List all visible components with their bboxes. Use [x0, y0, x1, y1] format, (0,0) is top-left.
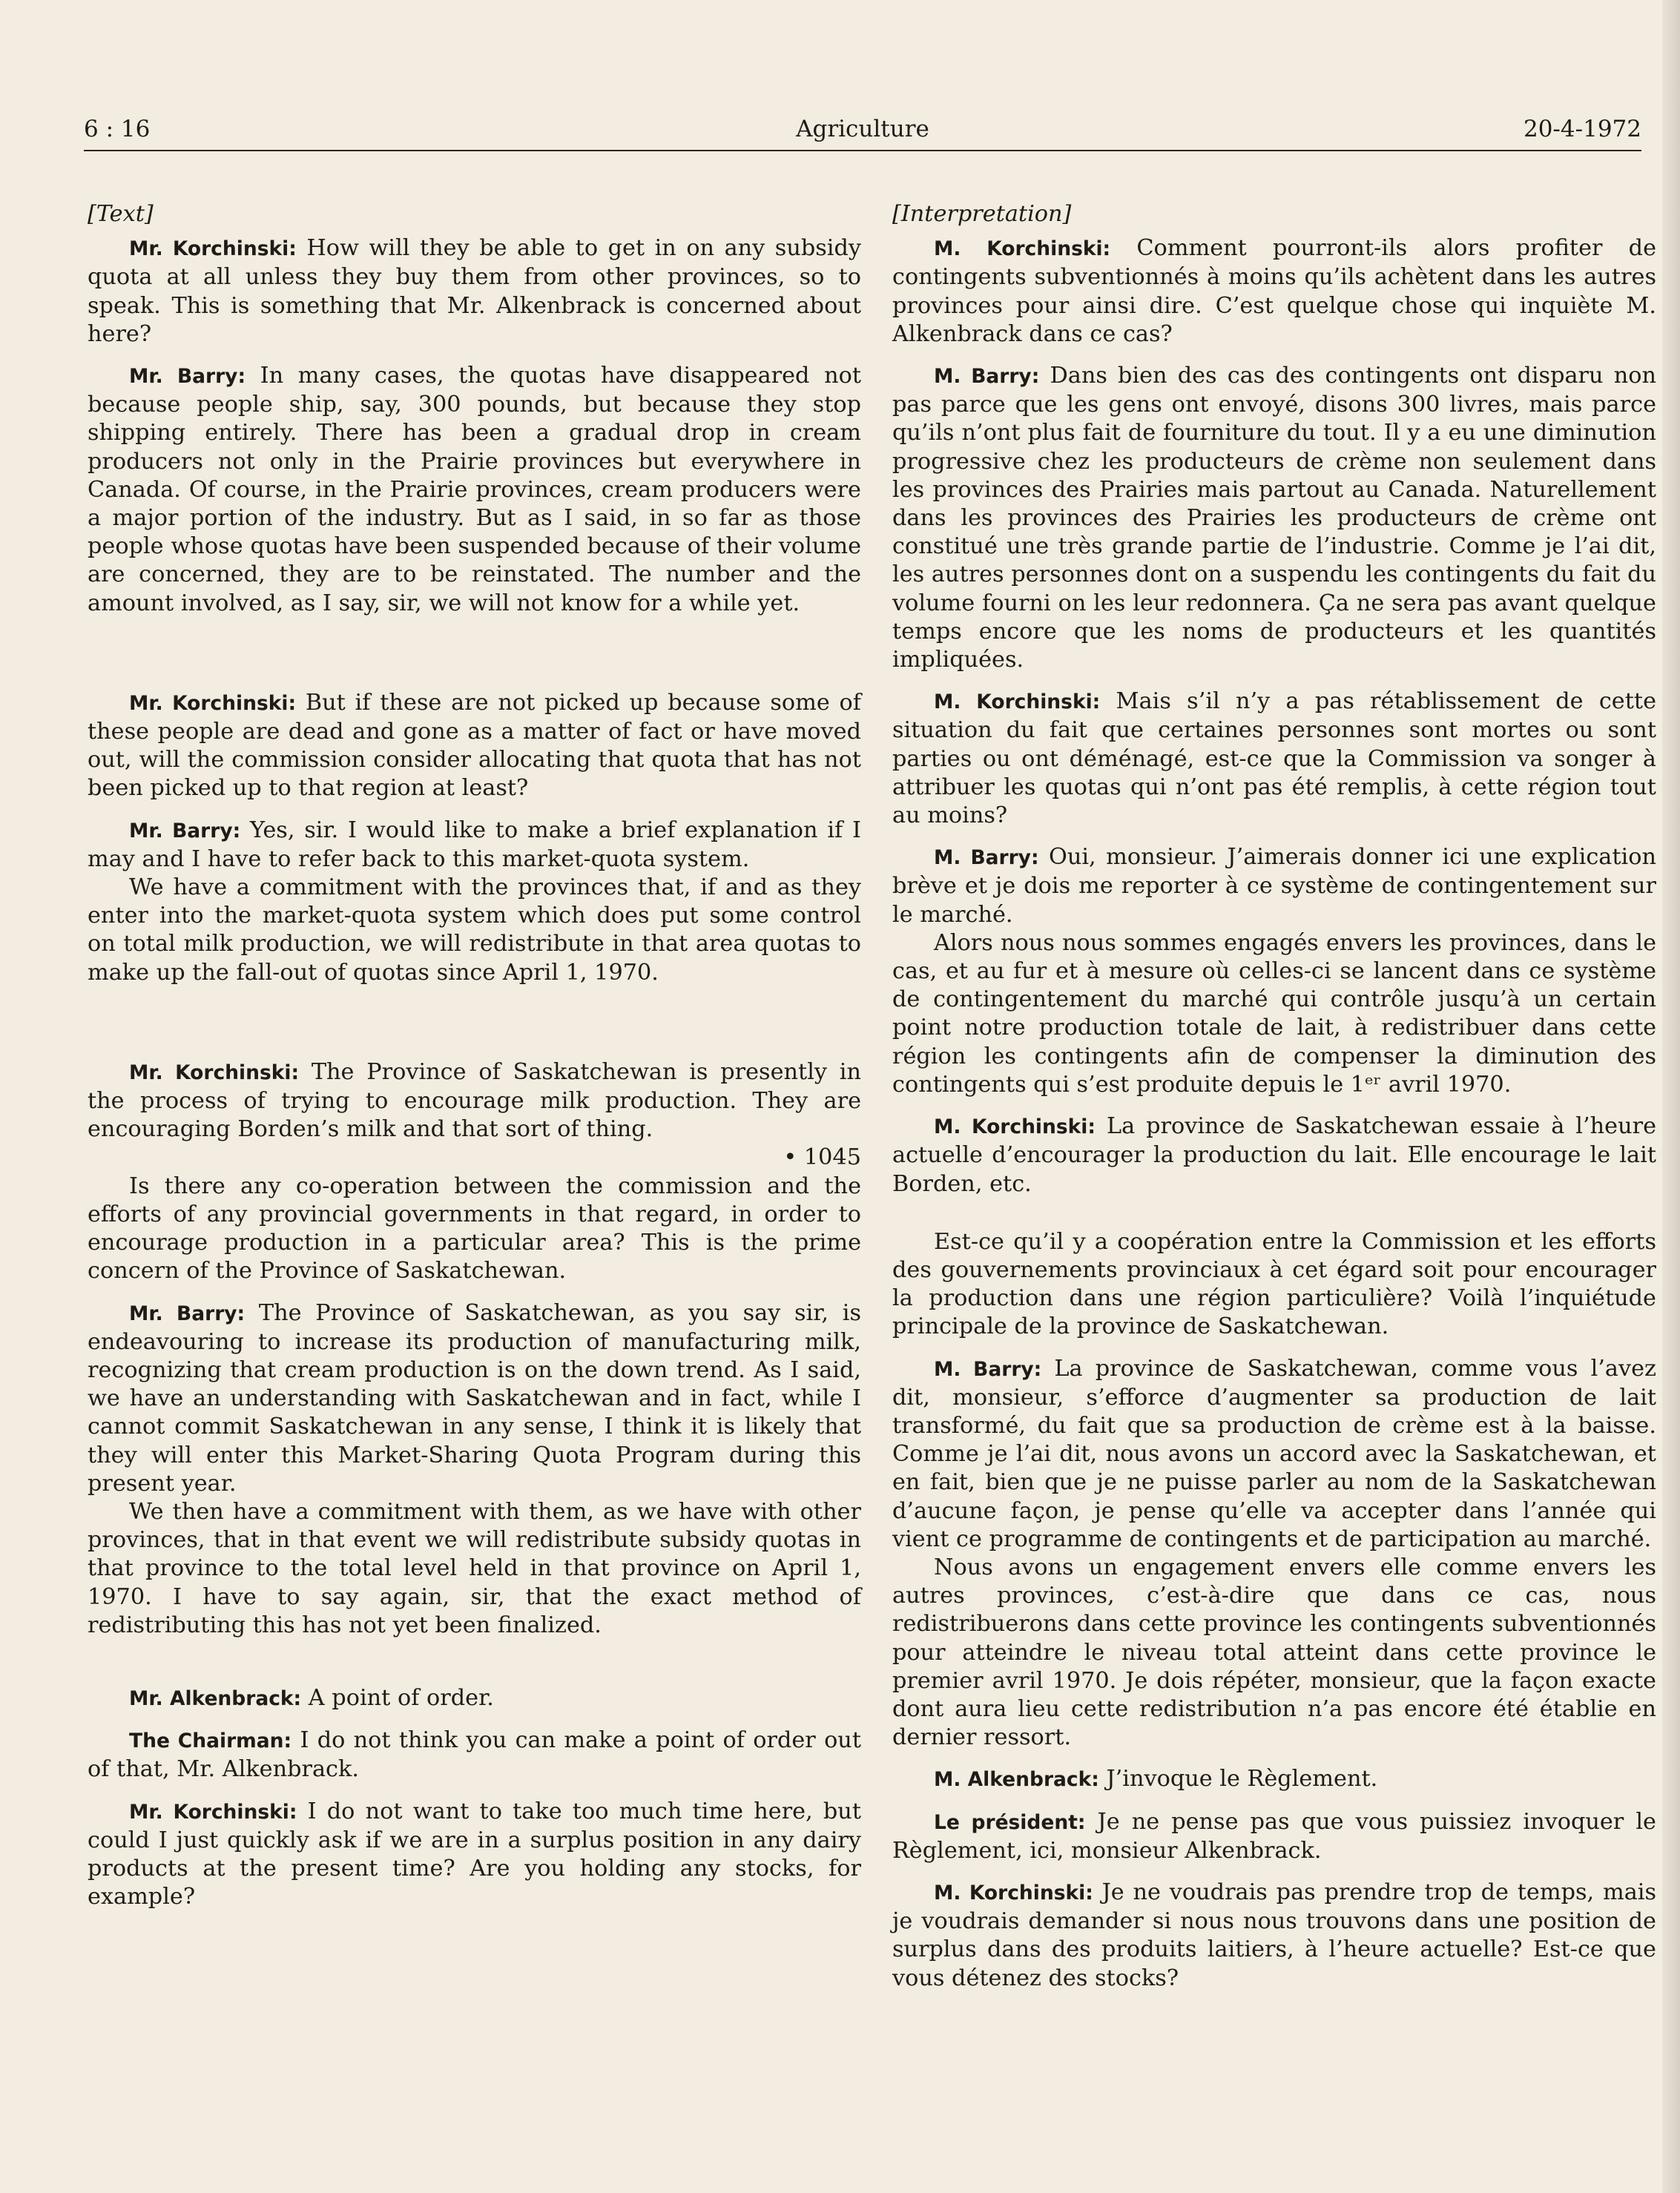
speaker-name: Mr. Barry: — [129, 1302, 246, 1325]
speech-barry-3 — [88, 1299, 861, 1498]
speech-korchinski-2-fr — [892, 687, 1656, 830]
speech-text: Mais s’il n’y a pas rétablissement de cette situation du fait que certaines personnes sont mortes ou sont parties ou ont déménagé, est-ce que la Commission va songer à attribuer les quotas qui n’ont pas été remplis, à cette région tout au moins? — [892, 688, 1656, 829]
english-column — [88, 200, 861, 2173]
speech-korchinski-1 — [88, 234, 861, 349]
time-marker: • 1045 — [783, 1144, 861, 1171]
speech-alkenbrack — [88, 1684, 861, 1713]
speech-text: A point of order. — [308, 1684, 494, 1711]
speech-korchinski-4-fr — [892, 1879, 1656, 1993]
speaker-name: Mr. Korchinski: — [129, 1061, 300, 1084]
speech-text: Je ne pense pas que vous puissiez invoquer le Règlement, ici, monsieur Alkenbrack. — [892, 1808, 1656, 1864]
page-edge-shadow — [1662, 0, 1680, 2193]
speech-text: But if these are not picked up because some of these people are dead and gone as a matter of fact or have moved out, will the commission consider allocating that quota that has not been picked up to that region at least? — [88, 689, 861, 802]
speech-korchinski-2 — [88, 689, 861, 803]
section-label-text: [Text] — [88, 201, 154, 227]
speech-text: Yes, sir. I would like to make a brief explanation if I may and I have to refer back to this market-quota system. — [88, 817, 861, 872]
speaker-name: Mr. Korchinski: — [129, 1800, 297, 1824]
speaker-name: Le président: — [934, 1810, 1086, 1834]
speech-barry-3-fr-continued: Nous avons un engagement envers elle comme envers les autres provinces, c’est-à-dire que dans ce cas, nous redistribuerons dans cette province les contingents subventionnés pour atteindre le niveau total atteint dans cette province le premier avril 1970. Je dois répéter, monsieur, que la façon exacte dont aura lieu cette redistribution n’a pas encore été établie en dernier ressort. — [892, 1554, 1656, 1751]
speech-text: Dans bien des cas des contingents ont disparu non pas parce que les gens ont envoyé, disons 300 livres, mais parce qu’ils n’ont plus fait de fourniture du tout. Il y a eu une diminution progressive chez les producteurs de crème non seulement dans les provinces des Prairies mais partout au Canada. Naturellement dans les provinces des Prairies les producteurs de crème ont constitué une très grande partie de l’industrie. Comme je l’ai dit, les autres personnes dont on a suspendu les contingents du fait du volume fourni on les leur redonnera. Ça ne sera pas avant quelque temps encore que les noms de producteurs et les quantités impliquées. — [892, 363, 1656, 673]
speech-korchinski-3-fr — [892, 1112, 1656, 1198]
speech-text: La province de Saskatchewan, comme vous l’avez dit, monsieur, s’efforce d’augmenter sa production de lait transformé, du fait que sa production de crème est à la baisse. Comme je l’ai dit, nous avons un accord avec la Saskatchewan, et en fait, bien que je ne puisse parler au nom de la Saskatchewan d’aucune façon, je pense qu’elle va accepter dans l’année qui vient ce programme de contingents et de participation au marché. — [892, 1355, 1656, 1552]
speaker-name: Mr. Korchinski: — [129, 237, 297, 261]
speech-chairman — [88, 1727, 861, 1784]
speech-barry-2-fr-continued: Alors nous nous sommes engagés envers les provinces, dans le cas, et au fur et à mesure où celles-ci se lancent dans ce système de contingentement du marché qui contrôle jusqu’à un certain point notre production totale de lait, à redistribuer dans cette région les contingents afin de compenser la diminution des contingents qui s’est produite depuis le 1ᵉʳ avril 1970. — [892, 929, 1656, 1098]
speech-barry-1 — [88, 362, 861, 618]
speaker-name: Mr. Korchinski: — [129, 691, 297, 715]
speech-text: How will they be able to get in on any subsidy quota at all unless they buy them from other provinces, so to speak. This is something that Mr. Alkenbrack is concerned about here? — [88, 235, 862, 347]
page-number: 6 : 16 — [84, 116, 151, 142]
speaker-name: The Chairman: — [129, 1729, 292, 1753]
speaker-name: M. Korchinski: — [934, 1881, 1093, 1905]
speech-barry-1-fr — [892, 362, 1656, 674]
speech-text: Comment pourront-ils alors profiter de contingents subventionnés à moins qu’ils achètent dans les autres provinces pour ainsi dire. C’est quelque chose qui inquiète M. Alkenbrack dans ce cas? — [892, 235, 1657, 347]
speech-korchinski-3-fr-continued: Est-ce qu’il y a coopération entre la Commission et les efforts des gouvernements provinciaux à cet égard soit pour encourager la production dans une région particulière? Voilà l’inquiétude principale de la province de Saskatchewan. — [892, 1228, 1656, 1340]
speaker-name: M. Korchinski: — [934, 690, 1101, 714]
speech-barry-3-continued: We then have a commitment with them, as we have with other provinces, that in that event we will redistribute subsidy quotas in that province to the total level held in that province on April 1, 1970. I have to say again, sir, that the exact method of redistributing this has not yet been finalized. — [88, 1498, 861, 1638]
section-label-interpretation: [Interpretation] — [892, 201, 1072, 227]
speech-text: La province de Saskatchewan essaie à l’heure actuelle d’encourager la production du lait. Elle encourage le lait Borden, etc. — [892, 1113, 1656, 1197]
speech-text: The Province of Saskatchewan is presently in the process of trying to encourage milk production. They are encouraging Borden’s milk and that sort of thing. — [88, 1058, 861, 1143]
speech-korchinski-4 — [88, 1798, 861, 1912]
speaker-name: M. Barry: — [934, 1357, 1042, 1381]
speaker-name: M. Korchinski: — [934, 237, 1111, 261]
speech-barry-2-fr — [892, 843, 1656, 929]
speaker-name: M. Barry: — [934, 365, 1040, 389]
speech-alkenbrack-fr — [892, 1765, 1656, 1794]
speech-korchinski-3 — [88, 1058, 861, 1144]
speech-text: Oui, monsieur. J’aimerais donner ici une explication brève et je dois me reporter à ce système de contingentement sur le marché. — [892, 844, 1656, 928]
french-column — [892, 200, 1656, 2173]
speaker-name: Mr. Barry: — [129, 365, 246, 389]
speaker-name: Mr. Alkenbrack: — [129, 1686, 302, 1710]
speech-barry-2-continued: We have a commitment with the provinces that, if and as they enter into the market-quota system which does put some control on total milk production, we will redistribute in that area quotas to make up the fall-out of quotas since April 1, 1970. — [88, 874, 861, 986]
running-title: Agriculture — [796, 116, 929, 142]
header-date: 20-4-1972 — [1523, 116, 1641, 142]
speaker-name: Mr. Barry: — [129, 819, 241, 842]
speech-barry-3-fr — [892, 1355, 1656, 1554]
running-header — [84, 111, 1641, 151]
speech-korchinski-1-fr — [892, 234, 1656, 349]
speech-text: I do not think you can make a point of order out of that, Mr. Alkenbrack. — [88, 1727, 861, 1783]
speech-text: J’invoque le Règlement. — [1106, 1766, 1378, 1793]
speaker-name: M. Barry: — [934, 846, 1039, 870]
speech-text: In many cases, the quotas have disappeared not because people ship, say, 300 pounds, but because they stop shipping entirely. There has been a gradual drop in cream producers not only in the Prairie provinces but everywhere in Canada. Of course, in the Prairie provinces, cream producers were a major portion of the industry. But as I said, in so far as those people whose quotas have been suspended because of their volume are concerned, they are to be reinstated. The number and the amount involved, as I say, sir, we will not know for a while yet. — [88, 363, 861, 616]
speaker-name: M. Alkenbrack: — [934, 1768, 1099, 1792]
speech-barry-2 — [88, 817, 861, 874]
speech-text: Je ne voudrais pas prendre trop de temps, mais je voudrais demander si nous nous trouvons dans une position de surplus dans des produits laitiers, à l’heure actuelle? Est-ce que vous détenez des stocks? — [892, 1879, 1656, 1991]
speech-president-fr — [892, 1808, 1656, 1865]
speech-text: I do not want to take too much time here, but could I just quickly ask if we are in a surplus position in any dairy products at the present time? Are you holding any stocks, for example? — [88, 1798, 861, 1910]
speech-korchinski-3-continued: Is there any co-operation between the commission and the efforts of any provincial governments in that regard, in order to encourage production in a particular area? This is the prime concern of the Province of Saskatchewan. — [88, 1173, 861, 1285]
speech-text: The Province of Saskatchewan, as you say sir, is endeavouring to increase its production of manufacturing milk, recognizing that cream production is on the down trend. As I said, we have an understanding with Saskatchewan and in fact, while I cannot commit Saskatchewan in any sense, I think it is likely that they will enter this Market-Sharing Quota Program during this present year. — [88, 1299, 861, 1497]
speaker-name: M. Korchinski: — [934, 1115, 1096, 1139]
